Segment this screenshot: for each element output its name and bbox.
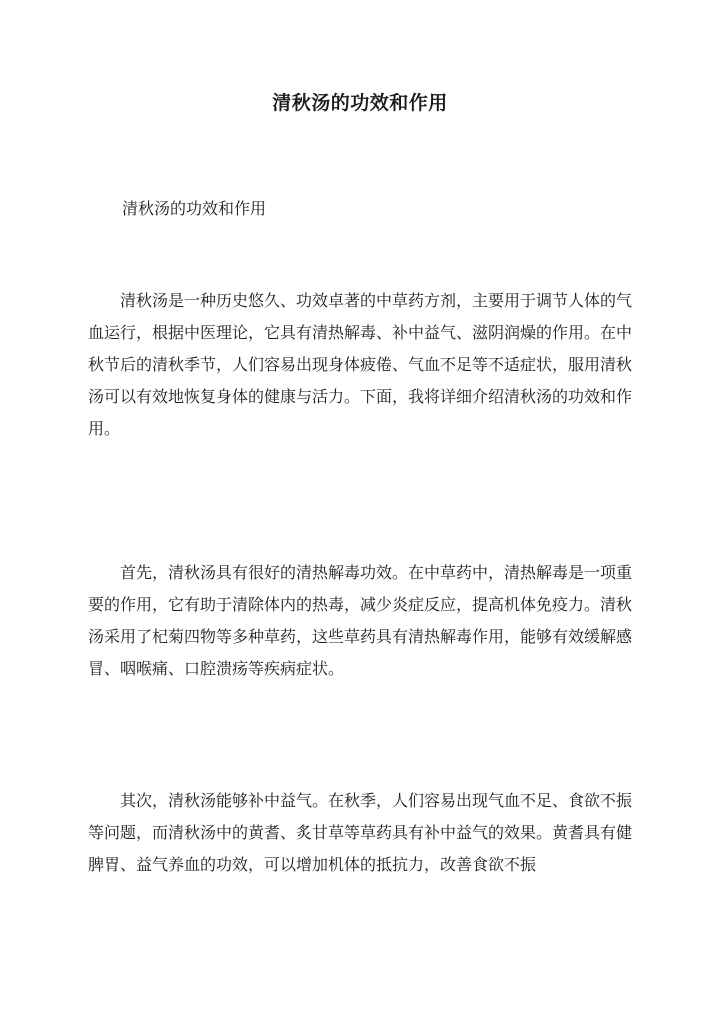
paragraph-heat-clearing: 首先，清秋汤具有很好的清热解毒功效。在中草药中，清热解毒是一项重要的作用，它有助于清除体内的热毒，减少炎症反应，提高机体免疫力。清秋汤采用了杞菊四物等多种草药，这些草药具有清热解毒作用，能够有效缓解感冒、咽喉痛、口腔溃疡等疾病症状。: [88, 563, 633, 678]
document-title: 清秋汤的功效和作用: [272, 92, 448, 114]
paragraph-qi-tonifying: 其次，清秋汤能够补中益气。在秋季，人们容易出现气血不足、食欲不振等问题，而清秋汤中的黄耆、炙甘草等草药具有补中益气的效果。黄耆具有健脾胃、益气养血的功效，可以增加机体的抵抗力，改善食欲不振: [88, 791, 633, 874]
document-subtitle: 清秋汤的功效和作用: [122, 199, 267, 218]
paragraph-intro: 清秋汤是一种历史悠久、功效卓著的中草药方剂，主要用于调节人体的气血运行，根据中医理论，它具有清热解毒、补中益气、滋阴润燥的作用。在中秋节后的清秋季节，人们容易出现身体疲倦、气血不足等不适症状，服用清秋汤可以有效地恢复身体的健康与活力。下面，我将详细介绍清秋汤的功效和作用。: [88, 291, 633, 438]
